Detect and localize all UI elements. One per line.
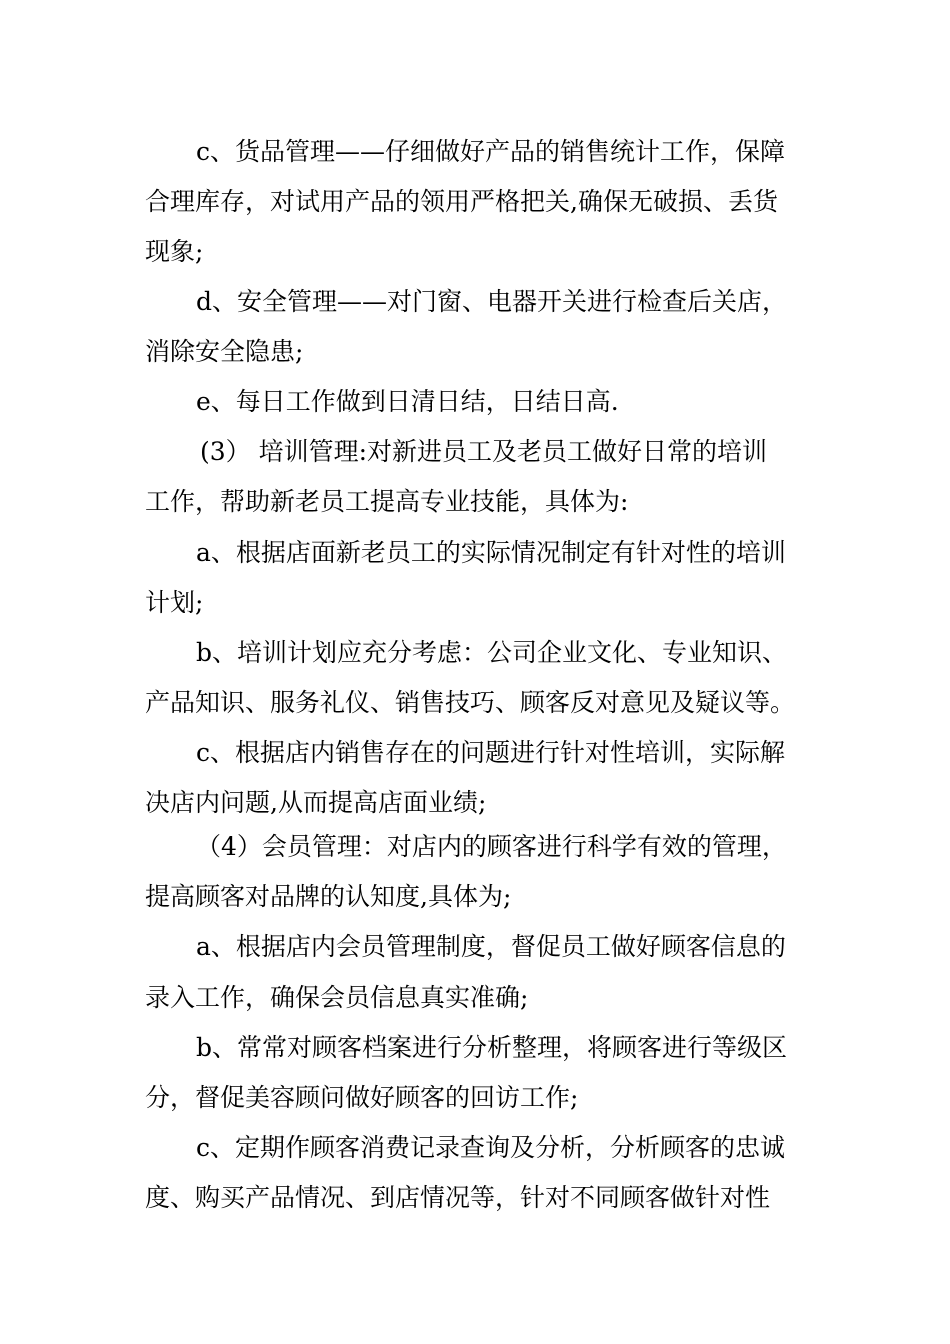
text-line: （4）会员管理：对店内的顾客进行科学有效的管理，	[196, 832, 787, 861]
text-line: c、根据店内销售存在的问题进行针对性培训，实际解	[196, 738, 786, 767]
text-line: b、培训计划应充分考虑：公司企业文化、专业知识、	[196, 638, 788, 667]
text-line: 决店内问题,从而提高店面业绩;	[145, 788, 487, 817]
text-line: d、安全管理——对门窗、电器开关进行检查后关店，	[196, 287, 788, 316]
text-line: 产品知识、服务礼仪、销售技巧、顾客反对意见及疑议等。	[145, 688, 796, 717]
text-line: b、常常对顾客档案进行分析整理，将顾客进行等级区	[196, 1033, 788, 1062]
text-line: (3） 培训管理:对新进员工及老员工做好日常的培训	[200, 437, 768, 466]
text-line: a、根据店面新老员工的实际情况制定有针对性的培训	[196, 538, 786, 567]
text-line: 录入工作，确保会员信息真实准确;	[145, 983, 529, 1012]
text-line: c、货品管理——仔细做好产品的销售统计工作，保障	[196, 137, 786, 166]
text-line: 提高顾客对品牌的认知度,具体为;	[145, 882, 512, 911]
text-line: a、根据店内会员管理制度，督促员工做好顾客信息的	[196, 932, 786, 961]
text-line: 工作，帮助新老员工提高专业技能，具体为:	[145, 487, 629, 516]
text-line: 合理库存，对试用产品的领用严格把关,确保无破损、丢货	[145, 187, 778, 216]
text-line: 计划;	[145, 588, 204, 617]
text-line: e、每日工作做到日清日结，日结日高.	[196, 387, 619, 416]
text-line: 现象;	[145, 237, 204, 266]
text-line: 分，督促美容顾问做好顾客的回访工作;	[145, 1083, 579, 1112]
text-line: c、定期作顾客消费记录查询及分析，分析顾客的忠诚	[196, 1133, 786, 1162]
text-line: 消除安全隐患;	[145, 337, 304, 366]
text-line: 度、购买产品情况、到店情况等，针对不同顾客做针对性	[145, 1183, 771, 1212]
